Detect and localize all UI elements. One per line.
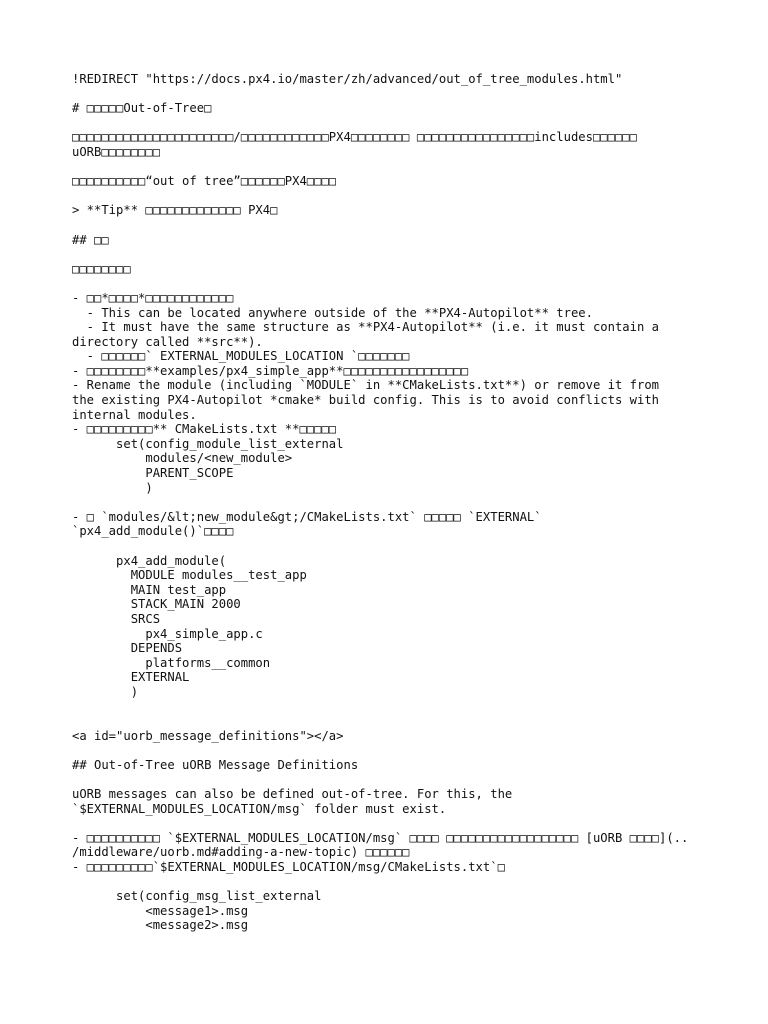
blank-line (72, 87, 696, 102)
text-line: ) (72, 480, 153, 495)
text-line: <a id="uorb_message_definitions"></a> (72, 728, 344, 743)
text-line: - This can be located anywhere outside of the **PX4-Autopilot** tree. (72, 305, 593, 320)
text-line: !REDIRECT "https://docs.px4.io/master/zh/advanced/out_of_tree_modules.html" (72, 72, 623, 86)
text-line: uORB□□□□□□□□ (72, 144, 161, 159)
text-line: - □□□□□□□□□□ `$EXTERNAL_MODULES_LOCATION/msg` □□□□ □□□□□□□□□□□□□□□□□□ [uORB □□□□](.. (72, 830, 689, 845)
text-line: internal modules. (72, 407, 197, 422)
text-line: PARENT_SCOPE (72, 466, 234, 481)
text-line: `$EXTERNAL_MODULES_LOCATION/msg` folder must exist. (72, 801, 447, 816)
text-line: - □□□□□□□□**examples/px4_simple_app**□□□□□□□□□□□□□□□□□ (72, 363, 469, 378)
blank-line (72, 743, 696, 758)
blank-line (72, 160, 696, 175)
blank-line (72, 116, 696, 131)
blank-line (72, 816, 696, 831)
text-line: - Rename the module (including `MODULE` in **CMakeLists.txt**) or remove it from (72, 378, 659, 393)
text-line: □□□□□□□□ (72, 261, 131, 276)
document-text (72, 72, 696, 933)
text-line: modules/<new_module> (72, 451, 293, 466)
text-line: platforms__common (72, 655, 271, 670)
text-line: □□□□□□□□□□□□□□□□□□□□□□/□□□□□□□□□□□□PX4□□□□□□□□ □□□□□□□□□□□□□□□□includes□□□□□□ (72, 130, 637, 145)
text-line: - □□*□□□□*□□□□□□□□□□□□ (72, 290, 234, 305)
blank-line (72, 714, 696, 729)
text-line: directory called **src**). (72, 334, 263, 349)
text-line: ## Out-of-Tree uORB Message Definitions (72, 757, 359, 772)
text-line: <message2>.msg (72, 918, 249, 933)
text-line: STACK_MAIN 2000 (72, 597, 241, 612)
text-line: set(config_module_list_external (72, 436, 344, 451)
blank-line (72, 218, 696, 233)
blank-line (72, 773, 696, 788)
text-line: <message1>.msg (72, 903, 249, 918)
blank-line (72, 189, 696, 204)
text-line: uORB messages can also be defined out-of-tree. For this, the (72, 787, 513, 802)
text-line: - □□□□□□` EXTERNAL_MODULES_LOCATION `□□□□□□□ (72, 349, 410, 364)
blank-line (72, 539, 696, 554)
text-line: SRCS (72, 611, 161, 626)
text-line: - It must have the same structure as **PX4-Autopilot** (i.e. it must contain a (72, 320, 659, 335)
blank-line (72, 700, 696, 715)
text-line: # □□□□□Out-of-Tree□ (72, 101, 212, 116)
text-line: px4_add_module( (72, 553, 227, 568)
text-line: ## □□ (72, 232, 109, 247)
text-line: - □□□□□□□□□** CMakeLists.txt **□□□□□ (72, 422, 337, 437)
text-line: px4_simple_app.c (72, 626, 263, 641)
text-line: ) (72, 684, 139, 699)
text-line: MODULE modules__test_app (72, 568, 307, 583)
text-line: □□□□□□□□□□“out of tree”□□□□□□PX4□□□□ (72, 174, 337, 189)
text-line: the existing PX4-Autopilot *cmake* build config. This is to avoid conflicts with (72, 393, 659, 408)
text-line: MAIN test_app (72, 582, 227, 597)
blank-line (72, 875, 696, 890)
text-line: `px4_add_module()`□□□□ (72, 524, 234, 539)
text-line: set(config_msg_list_external (72, 889, 322, 904)
text-line: - □ `modules/&lt;new_module&gt;/CMakeLists.txt` □□□□□ `EXTERNAL` (72, 509, 542, 524)
blank-line (72, 247, 696, 262)
text-line: /middleware/uorb.md#adding-a-new-topic) □□□□□□ (72, 845, 410, 860)
text-line: - □□□□□□□□□`$EXTERNAL_MODULES_LOCATION/msg/CMakeLists.txt`□ (72, 860, 505, 875)
text-line: EXTERNAL (72, 670, 190, 685)
blank-line (72, 495, 696, 510)
text-line: DEPENDS (72, 641, 183, 656)
blank-line (72, 276, 696, 291)
text-line: > **Tip** □□□□□□□□□□□□□ PX4□ (72, 203, 278, 218)
